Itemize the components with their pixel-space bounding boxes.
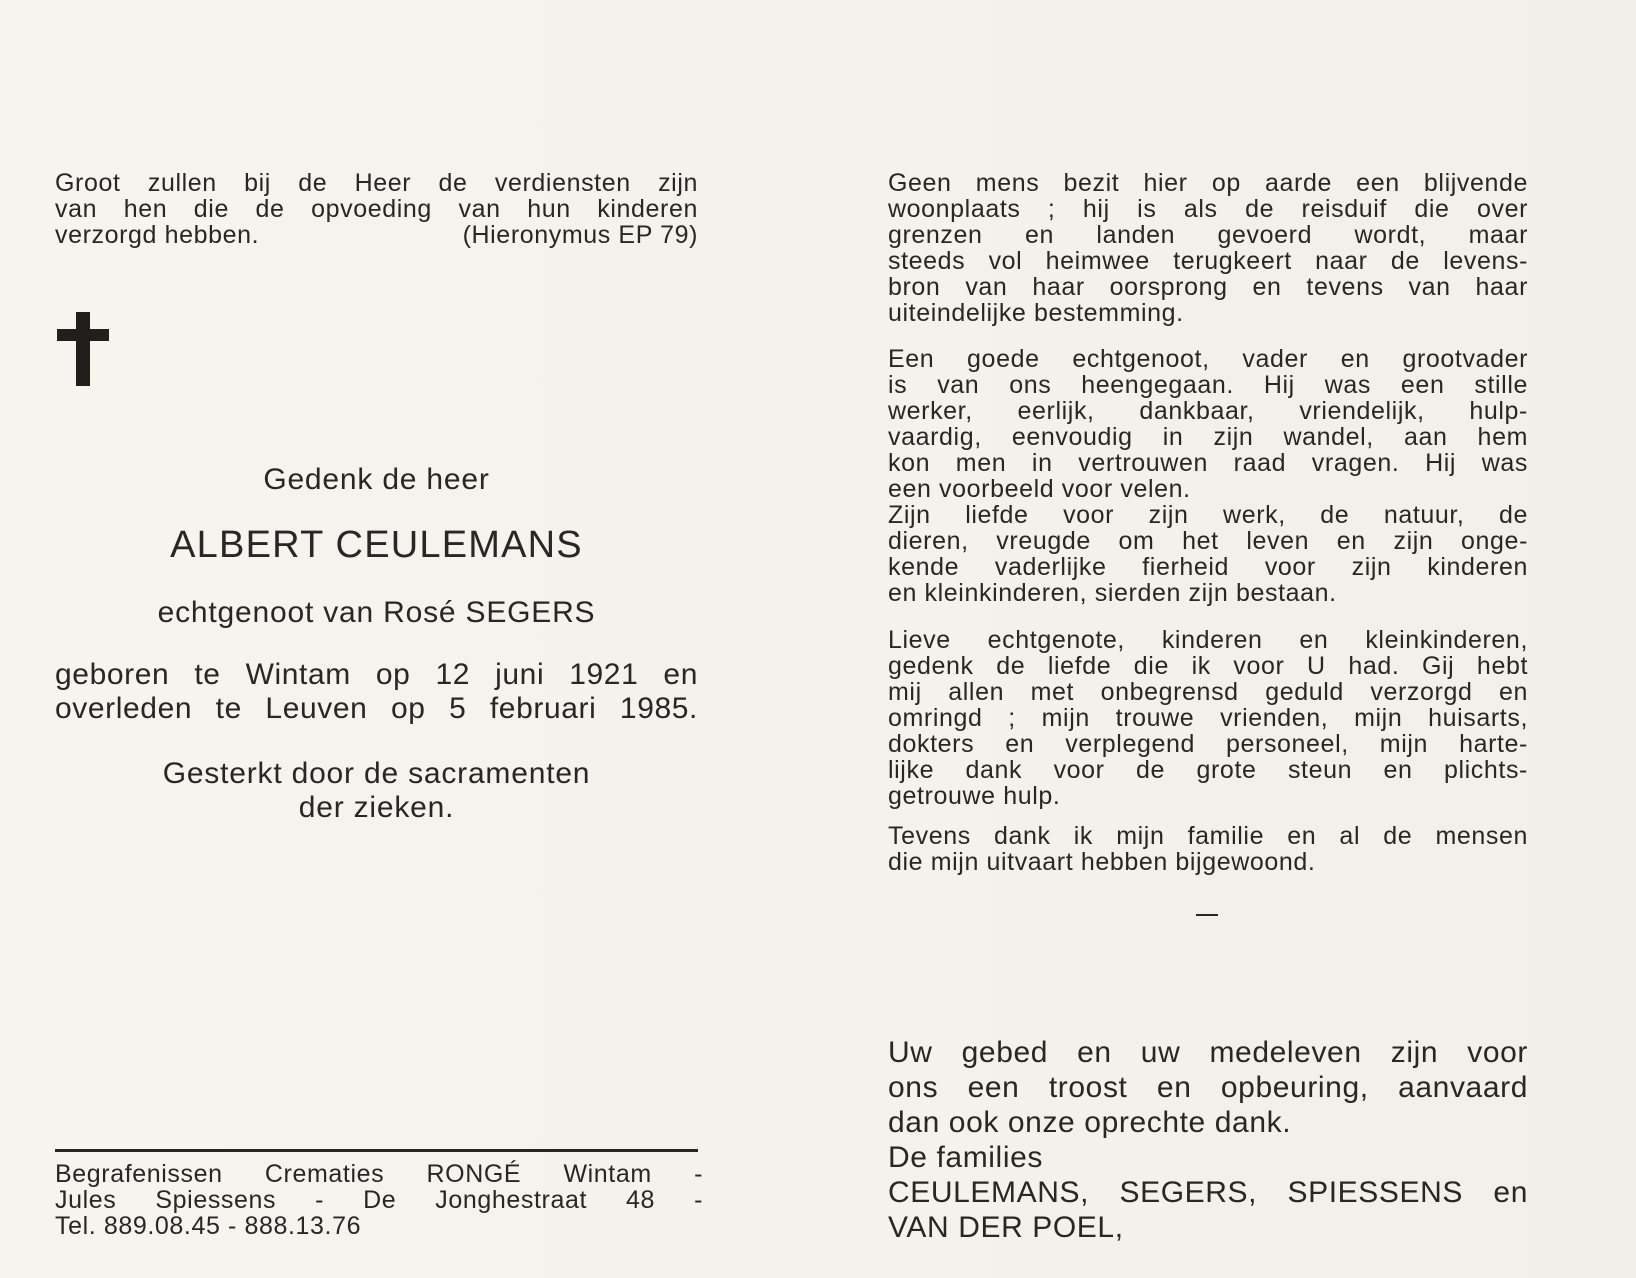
text-line: grenzen en landen gevoerd wordt, maar	[888, 221, 1528, 249]
text-line: kon men in vertrouwen raad vragen. Hij was	[888, 449, 1528, 477]
meditation-paragraph	[888, 170, 1528, 326]
sacraments-text: Gesterkt door de sacramenten	[162, 757, 591, 790]
undertaker-line: Begrafenissen Crematies RONGÉ Wintam -	[55, 1160, 703, 1188]
tribute-paragraph	[888, 346, 1528, 606]
deceased-name: ALBERT CEULEMANS	[170, 524, 583, 566]
text-line: dieren, vreugde om het leven en zijn onge-	[888, 527, 1528, 555]
text-line: die mijn uitvaart hebben bijgewoond.	[888, 848, 1316, 876]
quote-last-line	[55, 222, 698, 248]
text-line: Een goede echtgenoot, vader en grootvader	[888, 345, 1528, 373]
birth-death-dates	[55, 658, 698, 726]
family-names: CEULEMANS, SEGERS, SPIESSENS en	[888, 1176, 1528, 1209]
sacraments-line	[55, 757, 698, 825]
opening-quote	[55, 170, 698, 248]
text-line: mij allen met onbegrensd geduld verzorgd en	[888, 678, 1528, 706]
text-line: omringd ; mijn trouwe vrienden, mijn huisarts,	[888, 704, 1528, 732]
closing-line: ons een troost en opbeuring, aanvaard	[888, 1071, 1528, 1104]
text-line: werker, eerlijk, dankbaar, vriendelijk, hulp-	[888, 397, 1528, 425]
undertaker-line: Tel. 889.08.45 - 888.13.76	[55, 1212, 362, 1240]
closing-line: De families	[888, 1141, 1043, 1174]
text-line: Zijn liefde voor zijn werk, de natuur, de	[888, 501, 1528, 529]
text-line: uiteindelijke bestemming.	[888, 299, 1184, 327]
text-line: is van ons heengegaan. Hij was een stille	[888, 371, 1528, 399]
text-line: en kleinkinderen, sierden zijn bestaan.	[888, 579, 1337, 607]
quote-line: Groot zullen bij de Heer de verdiensten zijn	[55, 169, 698, 197]
quote-line: verzorgd hebben.	[55, 221, 260, 249]
farewell-paragraph	[888, 627, 1528, 809]
divider-rule	[55, 1149, 698, 1152]
text-line: Geen mens bezit hier op aarde een blijvende	[888, 169, 1528, 197]
text-line: dokters en verplegend personeel, mijn harte-	[888, 730, 1528, 758]
text-line: een voorbeeld voor velen.	[888, 475, 1191, 503]
quote-line: van hen die de opvoeding van hun kinderen	[55, 195, 698, 223]
text-line: bron van haar oorsprong en tevens van haar	[888, 273, 1528, 301]
text-line: gedenk de liefde die ik voor U had. Gij hebt	[888, 652, 1528, 680]
thanks-paragraph	[888, 823, 1528, 875]
closing-line: dan ook onze oprechte dank.	[888, 1106, 1292, 1139]
dates-line: geboren te Wintam op 12 juni 1921 en	[55, 658, 698, 691]
dates-line: overleden te Leuven op 5 februari 1985.	[55, 692, 698, 725]
remember-heading: Gedenk de heer	[263, 463, 490, 496]
text-line: steeds vol heimwee terugkeert naar de levens-	[888, 247, 1528, 275]
text-line: lijke dank voor de grote steun en plichts-	[888, 756, 1528, 784]
undertaker-imprint	[55, 1161, 703, 1239]
cross-icon	[57, 312, 109, 386]
separator-dash	[1196, 914, 1218, 916]
text-line: getrouwe hulp.	[888, 782, 1061, 810]
spouse-line: echtgenoot van Rosé SEGERS	[157, 596, 596, 629]
text-line: woonplaats ; hij is als de reisduif die over	[888, 195, 1528, 223]
text-line: Lieve echtgenote, kinderen en kleinkinderen,	[888, 626, 1528, 654]
text-line: kende vaderlijke fierheid voor zijn kinderen	[888, 553, 1528, 581]
family-closing	[888, 1035, 1528, 1245]
undertaker-line: Jules Spiessens - De Jonghestraat 48 -	[55, 1186, 703, 1214]
family-names: VAN DER POEL,	[888, 1211, 1124, 1244]
sacraments-text: der zieken.	[298, 791, 455, 824]
quote-source: (Hieronymus EP 79)	[462, 221, 698, 249]
text-line: vaardig, eenvoudig in zijn wandel, aan hem	[888, 423, 1528, 451]
closing-line: Uw gebed en uw medeleven zijn voor	[888, 1036, 1528, 1069]
text-line: Tevens dank ik mijn familie en al de mensen	[888, 822, 1528, 850]
